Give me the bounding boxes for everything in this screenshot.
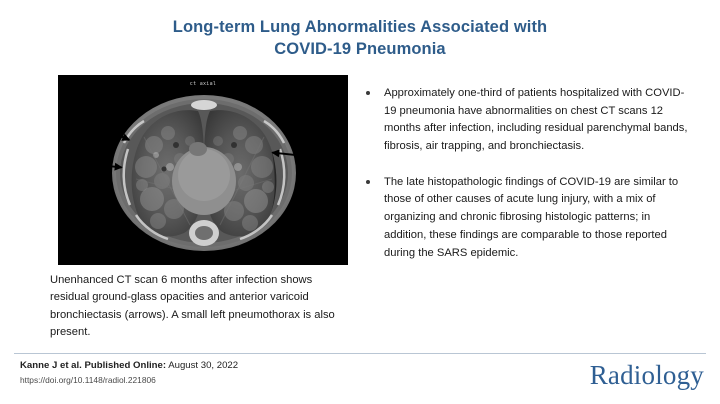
citation xyxy=(20,360,440,371)
bullet-text: Approximately one-third of patients hospitalized with COVID-19 pneumonia have abnormalities on chest CT scans 12 months after infection, including residual parenchymal bands, fibrosis, air trapping, and bronchiectasis. xyxy=(384,87,688,153)
scanner-label: ct axial xyxy=(189,81,217,87)
list-item xyxy=(362,85,692,156)
figure-caption: Unenhanced CT scan 6 months after infection shows residual ground-glass opacities and anterior varicoid bronchiectasis (arrows). A small left pneumothorax is also present. xyxy=(50,274,335,339)
list-item xyxy=(362,174,692,262)
page-title xyxy=(60,16,660,61)
doi-link[interactable]: https://doi.org/10.1148/radiol.221806 xyxy=(20,375,156,385)
footer xyxy=(20,360,440,385)
bullet-dot-icon xyxy=(366,91,370,95)
footer-divider xyxy=(14,353,706,354)
title-line-1: Long-term Lung Abnormalities Associated with xyxy=(172,18,548,36)
bullet-dot-icon xyxy=(366,180,370,184)
bullet-text: The late histopathologic findings of COVID-19 are similar to those of other causes of acute lung injury, with a mix of organizing and chronic fibrosing histologic patterns; in addition, these findings are comparable to those reported during the SARS epidemic. xyxy=(384,175,679,259)
journal-logo: Radiology xyxy=(589,360,704,390)
bullet-list xyxy=(362,85,692,280)
ct-scan-image xyxy=(58,75,348,265)
title-line-2: COVID-19 Pneumonia xyxy=(274,40,446,59)
ct-figure xyxy=(58,75,348,265)
citation-date: August 30, 2022 xyxy=(166,360,239,371)
citation-authors: Kanne J et al. Published Online: xyxy=(20,360,167,371)
